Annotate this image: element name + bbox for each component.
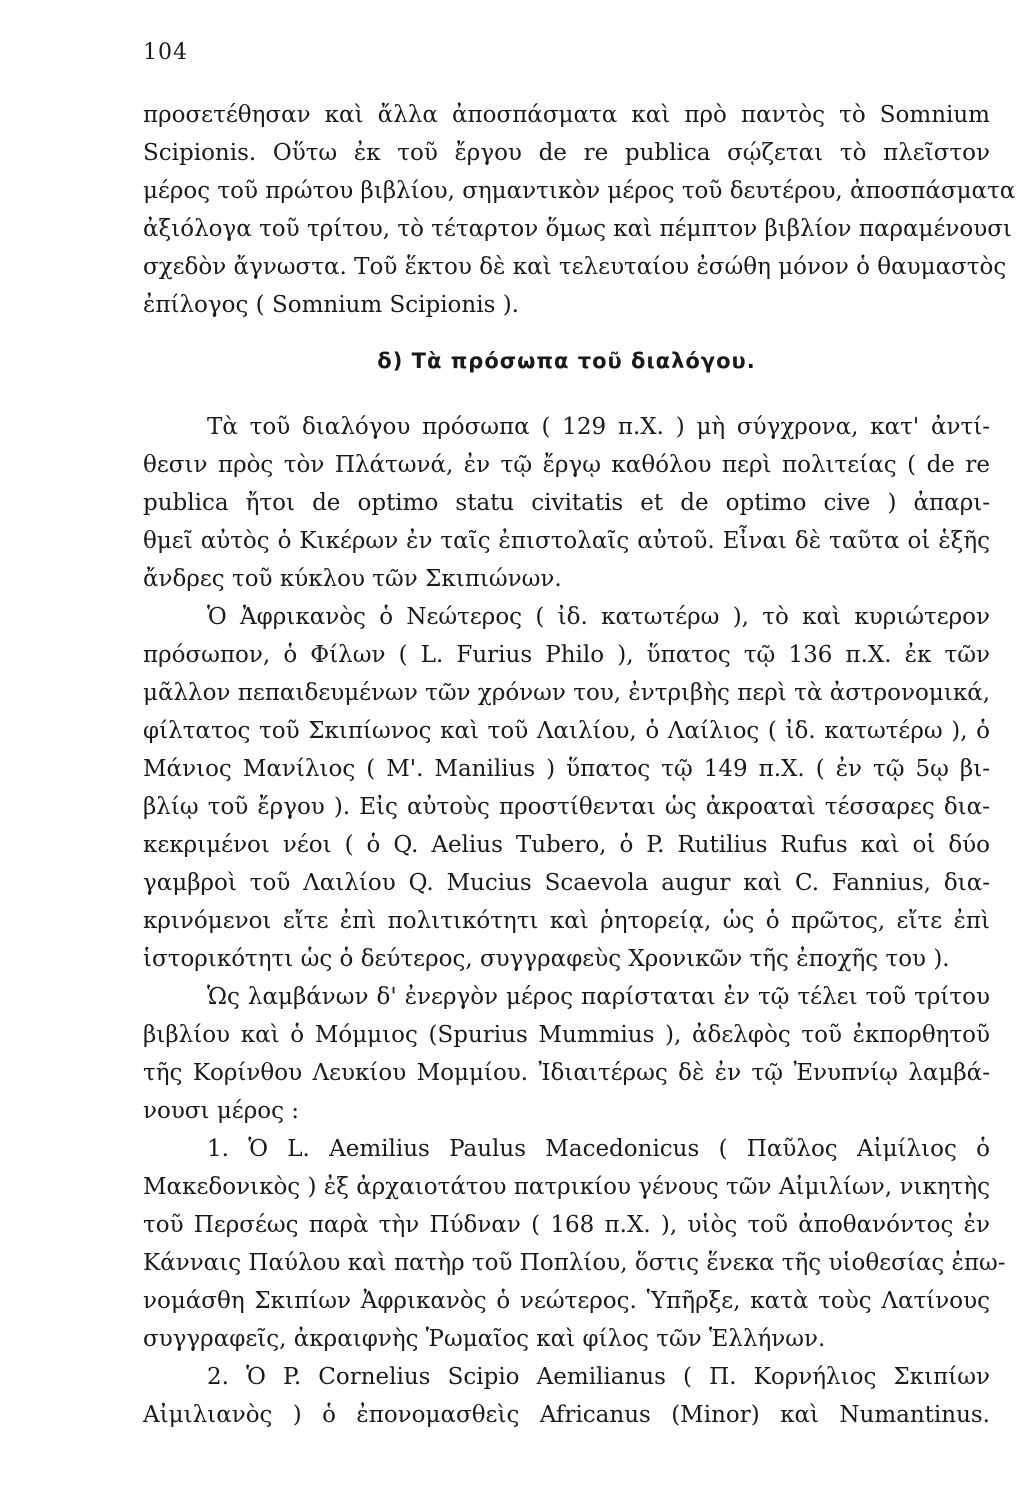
text-line: Αἰμιλιανὸς ) ὁ ἐπονομασθεὶς Africanus (Minor) καὶ Numantinus. (143, 1402, 990, 1428)
page-number: 104 (143, 40, 188, 65)
text-line: ἱστορικότητι ὡς ὁ δεύτερος, συγγραφεὺς Χρονικῶν τῆς ἐποχῆς του ). (143, 946, 950, 972)
text-line: Ὁ Ἀφρικανὸς ὁ Νεώτερος ( ἰδ. κατωτέρω ), τὸ καὶ κυριώτερον (207, 604, 990, 630)
text-line: πρόσωπον, ὁ Φίλων ( L. Furius Philo ), ὕπατος τῷ 136 π.Χ. ἐκ τῶν (143, 642, 990, 668)
text-line: Κάνναις Παύλου καὶ πατὴρ τοῦ Ποπλίου, ὅστις ἕνεκα τῆς υἱοθεσίας ἐπω- (143, 1250, 1006, 1276)
text-line: φίλτατος τοῦ Σκιπίωνος καὶ τοῦ Λαιλίου, ὁ Λαίλιος ( ἰδ. κατωτέρω ), ὁ (143, 718, 990, 744)
text-line: συγγραφεῖς, ἀκραιφνὴς Ῥωμαῖος καὶ φίλος τῶν Ἑλλήνων. (143, 1326, 826, 1352)
text-line: νουσι μέρος : (143, 1098, 300, 1124)
section-heading: δ) Τὰ πρόσωπα τοῦ διαλόγου. (377, 349, 756, 373)
text-line: Μακεδονικὸς ) ἐξ ἀρχαιοτάτου πατρικίου γένους τῶν Αἰμιλίων, νικητὴς (143, 1174, 990, 1200)
paragraph-mummius (143, 978, 990, 1130)
paragraph-africanus (143, 598, 990, 978)
text-line: τοῦ Περσέως παρὰ τὴν Πύδναν ( 168 π.Χ. ), υἱὸς τοῦ ἀποθανόντος ἐν (143, 1212, 990, 1238)
text-line: τῆς Κορίνθου Λευκίου Μομμίου. Ἰδιαιτέρως δὲ ἐν τῷ Ἐνυπνίῳ λαμβά- (143, 1060, 990, 1086)
text-line: ἄνδρες τοῦ κύκλου τῶν Σκιπιώνων. (143, 566, 562, 592)
text-line: ἀξιόλογα τοῦ τρίτου, τὸ τέταρτον ὅμως καὶ πέμπτον βιβλίον παραμένουσι (143, 216, 1012, 242)
text-line: ἐπίλογος ( Somnium Scipionis ). (143, 292, 519, 318)
text-line: Τὰ τοῦ διαλόγου πρόσωπα ( 129 π.Χ. ) μὴ σύγχρονα, κατ' ἀντί- (207, 414, 990, 440)
text-line: βιβλίου καὶ ὁ Μόμμιος (Spurius Mummius ), ἀδελφὸς τοῦ ἐκπορθητοῦ (143, 1022, 990, 1048)
text-line: 1. Ὁ L. Aemilius Paulus Macedonicus ( Παῦλος Αἰμίλιος ὁ (207, 1136, 990, 1162)
paragraph-intro (143, 96, 1016, 324)
text-line: νομάσθη Σκιπίων Ἀφρικανὸς ὁ νεώτερος. Ὑπῆρξε, κατὰ τοὺς Λατίνους (143, 1288, 990, 1314)
text-line: θμεῖ αὐτὸς ὁ Κικέρων ἐν ταῖς ἐπιστολαῖς αὐτοῦ. Εἶναι δὲ ταῦτα οἱ ἑξῆς (143, 528, 990, 554)
text-line: κεκριμένοι νέοι ( ὁ Q. Aelius Tubero, ὁ P. Rutilius Rufus καὶ οἱ δύο (143, 832, 990, 858)
list-item-scipio (143, 1358, 990, 1434)
text-line: βλίῳ τοῦ ἔργου ). Εἰς αὐτοὺς προστίθενται ὡς ἀκροαταὶ τέσσαρες δια- (143, 794, 990, 820)
text-line: μέρος τοῦ πρώτου βιβλίου, σημαντικὸν μέρος τοῦ δευτέρου, ἀποσπάσματα (143, 178, 1016, 204)
text-line: 2. Ὁ P. Cornelius Scipio Aemilianus ( Π. Κορνήλιος Σκιπίων (207, 1364, 990, 1390)
text-line: γαμβροὶ τοῦ Λαιλίου Q. Mucius Scaevola augur καὶ C. Fannius, δια- (143, 870, 990, 896)
text-line: σχεδὸν ἄγνωστα. Τοῦ ἕκτου δὲ καὶ τελευταίου ἐσώθη μόνον ὁ θαυμαστὸς (143, 254, 1007, 280)
paragraph-persons (143, 408, 990, 598)
text-line: κρινόμενοι εἴτε ἐπὶ πολιτικότητι καὶ ῥητορείᾳ, ὡς ὁ πρῶτος, εἴτε ἐπὶ (143, 908, 990, 934)
text-line: Scipionis. Οὕτω ἐκ τοῦ ἔργου de re publica σῴζεται τὸ πλεῖστον (143, 140, 990, 166)
text-line: publica ἤτοι de optimo statu civitatis et de optimo cive ) ἀπαρι- (143, 490, 990, 516)
body-text (143, 96, 1016, 1434)
text-line: μᾶλλον πεπαιδευμένων τῶν χρόνων του, ἐντριβὴς περὶ τὰ ἀστρονομικά, (143, 680, 991, 706)
text-line: θεσιν πρὸς τὸν Πλάτωνά, ἐν τῷ ἔργῳ καθόλου περὶ πολιτείας ( de re (143, 452, 990, 478)
text-line: Μάνιος Μανίλιος ( M'. Manilius ) ὕπατος τῷ 149 π.Χ. ( ἐν τῷ 5ῳ βι- (143, 756, 990, 782)
list-item-paulus (143, 1130, 1006, 1358)
text-line: Ὡς λαμβάνων δ' ἐνεργὸν μέρος παρίσταται ἐν τῷ τέλει τοῦ τρίτου (207, 984, 990, 1010)
text-line: προσετέθησαν καὶ ἄλλα ἀποσπάσματα καὶ πρὸ παντὸς τὸ Somnium (143, 102, 990, 128)
